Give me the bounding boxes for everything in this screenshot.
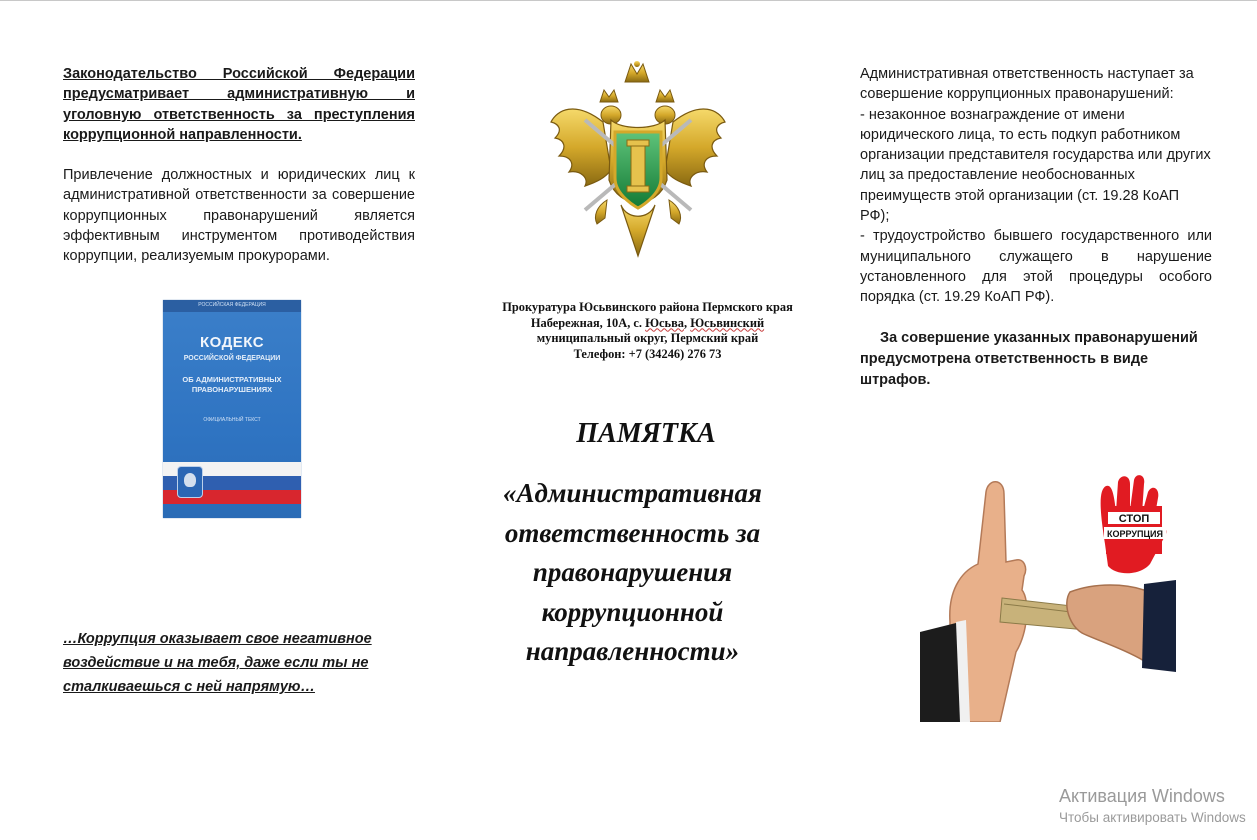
book-edition: ОФИЦИАЛЬНЫЙ ТЕКСТ bbox=[203, 417, 261, 423]
memo-subtitle: «Административная ответственность за правонарушения коррупционной направленности» bbox=[503, 478, 762, 666]
right-intro: Административная ответственность наступает за совершение коррупционных правонарушений: bbox=[860, 66, 1194, 103]
book-subject: ОБ АДМИНИСТРАТИВНЫХ ПРАВОНАРУШЕНИЯХ bbox=[182, 375, 282, 394]
intro-bold-paragraph: Законодательство Российской Федерации предусматривает административную и уголовную ответственность за преступления коррупционной направленности. bbox=[63, 66, 415, 143]
violation-item-bribery: - незаконное вознаграждение от имени юридического лица, то есть подкуп работником организации представителя государства или других лиц за предоставление необоснованных преимуществ этой организации (ст. 19.28 КоАП РФ); bbox=[860, 106, 1211, 225]
prosecutor-address-block bbox=[470, 300, 825, 362]
right-column bbox=[860, 64, 1212, 391]
svg-text:КОРРУПЦИЯ: КОРРУПЦИЯ bbox=[1107, 529, 1163, 539]
top-border bbox=[0, 0, 1257, 1]
windows-activation-watermark bbox=[1059, 786, 1257, 825]
watermark-subtitle: Чтобы активировать Windows bbox=[1059, 810, 1246, 825]
memo-title: ПАМЯТКА bbox=[576, 418, 716, 449]
address-line-street: Набережная, 10А, с. Юсьва, Юсьвинский bbox=[530, 315, 765, 330]
address-line-office: Прокуратура Юсьвинского района Пермского края bbox=[502, 300, 793, 314]
violation-list bbox=[860, 105, 1212, 308]
left-column bbox=[63, 64, 415, 267]
book-title: КОДЕКС bbox=[199, 334, 265, 351]
svg-text:СТОП: СТОП bbox=[1118, 513, 1150, 525]
prosecutor-eagle-emblem-icon bbox=[545, 60, 731, 260]
address-line-region: муниципальный округ, Пермский край bbox=[536, 331, 759, 345]
book-emblem-icon bbox=[177, 466, 203, 498]
hand-refusing-money-icon bbox=[920, 472, 1176, 722]
fine-conclusion: За совершение указанных правонарушений предусмотрена ответственность в виде штрафов. bbox=[860, 329, 1198, 388]
intro-paragraph: Привлечение должностных и юридических лиц к административной ответственности за совершение коррупционных правонарушений является эффективным инструментом противодействия коррупции, реализуемым прокурорами. bbox=[63, 167, 415, 265]
codex-book-image bbox=[163, 300, 301, 518]
stop-corruption-illustration bbox=[920, 472, 1176, 722]
book-band-text: РОССИЙСКАЯ ФЕДЕРАЦИЯ bbox=[198, 302, 266, 308]
book-subtitle: РОССИЙСКОЙ ФЕДЕРАЦИИ bbox=[183, 355, 281, 362]
violation-item-employment: - трудоустройство бывшего государственного или муниципального служащего в нарушение установленного для этой процедуры особого порядка (ст. 19.29 КоАП РФ). bbox=[860, 228, 1212, 306]
corruption-quote: …Коррупция оказывает свое негативное воздействие и на тебя, даже если ты не сталкиваешься с ней напрямую… bbox=[63, 631, 372, 695]
stop-sign-hand-icon bbox=[1101, 475, 1167, 573]
watermark-title: Активация Windows bbox=[1059, 786, 1225, 806]
address-line-phone: Телефон: +7 (34246) 276 73 bbox=[573, 346, 722, 361]
